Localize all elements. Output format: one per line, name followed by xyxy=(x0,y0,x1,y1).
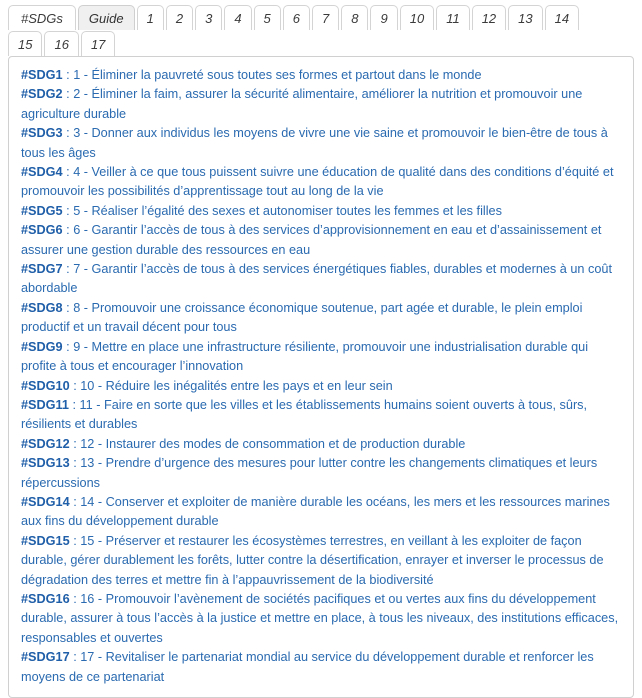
tab-label: 10 xyxy=(409,10,425,26)
tab-label: 2 xyxy=(175,10,184,26)
tab-9[interactable] xyxy=(370,5,397,30)
sdg-list-item xyxy=(21,260,621,299)
sdg-separator: : xyxy=(62,68,74,82)
sdg-description: 14 - Conserver et exploiter de manière durable les océans, les mers et les ressources marines aux fins du développement durable xyxy=(21,494,610,529)
sdg-list-item xyxy=(21,163,621,202)
tab-label: 7 xyxy=(322,10,330,26)
sdg-list-item xyxy=(21,338,621,377)
sdg-description: 17 - Revitaliser le partenariat mondial au service du développement durable et renforcer les moyens de ce partenariat xyxy=(21,650,594,684)
sdg-hashtag: #SDG13 xyxy=(21,456,70,471)
tab-8[interactable] xyxy=(341,5,368,30)
sdg-list-item xyxy=(21,532,621,590)
tab-label: 16 xyxy=(54,36,69,52)
sdg-hashtag: #SDG16 xyxy=(21,591,70,606)
sdg-separator: : xyxy=(69,591,81,606)
tab-label: 1 xyxy=(146,10,154,26)
tab-6[interactable] xyxy=(283,5,310,30)
sdg-list-item xyxy=(21,454,621,493)
sdg-description: 13 - Prendre d’urgence des mesures pour lutter contre les changements climatiques et leurs répercussions xyxy=(21,456,598,490)
tab-label: 5 xyxy=(263,10,271,26)
sdg-separator: : xyxy=(62,339,74,354)
sdg-hashtag: #SDG8 xyxy=(21,300,63,315)
sdg-description: 2 - Éliminer la faim, assurer la sécurité alimentaire, améliorer la nutrition et promouvoir une agriculture durable xyxy=(21,87,583,121)
sdg-separator: : xyxy=(69,456,81,471)
sdg-list-item xyxy=(21,590,621,648)
sdg-separator: : xyxy=(62,262,74,277)
sdg-list-item xyxy=(21,648,621,687)
tab-12[interactable] xyxy=(472,5,506,30)
sdg-hashtag: #SDG6 xyxy=(21,223,63,238)
sdg-separator: : xyxy=(62,300,74,315)
sdg-hashtag: #SDG14 xyxy=(21,494,70,509)
sdg-separator: : xyxy=(69,533,81,548)
sdg-list-item xyxy=(21,221,621,260)
sdg-list-item xyxy=(21,85,621,124)
sdg-description: 8 - Promouvoir une croissance économique soutenue, part agée et durable, le plein emploi productif et un travail décent pour tous xyxy=(21,300,583,335)
tab-label: #SDGs xyxy=(21,10,63,26)
sdg-description: 16 - Promouvoir l’avènement de sociétés pacifiques et ou vertes aux fins du développement durable, assurer à tous l’accès à la justice et mettre en place, à tous les niveaux, des institutions efficaces, responsables et ouvertes xyxy=(21,591,619,645)
sdg-description: 3 - Donner aux individus les moyens de vivre une vie saine et promouvoir le bien-être de tous à tous les âges xyxy=(21,126,608,160)
tab-guide[interactable] xyxy=(78,5,135,30)
sdg-separator: : xyxy=(69,378,81,393)
tab-label: 15 xyxy=(18,36,33,52)
tab-17[interactable] xyxy=(81,31,115,56)
sdg-description: 11 - Faire en sorte que les villes et les établissements humains soient ouverts à tous, sûrs, résilients et durables xyxy=(21,397,588,432)
tab-1[interactable] xyxy=(137,5,164,30)
tab-label: 12 xyxy=(481,10,497,26)
sdg-hashtag: #SDG9 xyxy=(21,339,63,354)
sdg-description: 15 - Préserver et restaurer les écosystèmes terrestres, en veillant à les exploiter de façon durable, gérer durablement les forêts, lutter contre la désertification, enrayer et inverser le processus de dégradation des terres et mettre fin à l’appauvrissement de la biodiversité xyxy=(21,533,604,587)
tab-strip xyxy=(0,0,642,56)
sdg-hashtag: #SDG15 xyxy=(21,533,70,548)
sdg-separator: : xyxy=(62,126,74,141)
tab-label: Guide xyxy=(88,10,124,26)
sdg-hashtag: #SDG10 xyxy=(21,378,70,393)
sdg-description: 12 - Instaurer des modes de consommation et de production durable xyxy=(80,436,466,451)
sdg-hashtag: #SDG5 xyxy=(21,203,63,218)
sdg-description: 1 - Éliminer la pauvreté sous toutes ses formes et partout dans le monde xyxy=(73,68,482,82)
tab-3[interactable] xyxy=(195,5,222,30)
tab-label: 8 xyxy=(351,10,359,26)
sdg-list-item xyxy=(21,493,621,532)
sdg-list-item xyxy=(21,202,621,221)
sdg-description: 7 - Garantir l’accès de tous à des services énergétiques fiables, durables et modernes à un coût abordable xyxy=(21,262,612,296)
sdg-separator: : xyxy=(68,397,80,412)
sdg-goal-list xyxy=(21,66,621,687)
sdg-description: 5 - Réaliser l’égalité des sexes et autonomiser toutes les femmes et les filles xyxy=(73,203,502,218)
tab-10[interactable] xyxy=(400,5,434,30)
guide-content-panel xyxy=(8,56,634,698)
sdg-list-item xyxy=(21,124,621,163)
tab-11[interactable] xyxy=(436,5,470,30)
sdg-description: 6 - Garantir l’accès de tous à des services d’approvisionnement en eau et d’assainissement et assurer une gestion durable des ressources en eau xyxy=(21,223,602,257)
tab-label: 14 xyxy=(554,10,570,26)
tab-2[interactable] xyxy=(166,5,193,30)
tab-14[interactable] xyxy=(545,5,579,30)
sdg-hashtag: #SDG7 xyxy=(21,262,63,277)
sdg-hashtag: #SDG3 xyxy=(21,126,63,141)
sdg-list-item xyxy=(21,299,621,338)
tab-16[interactable] xyxy=(44,31,78,56)
sdg-separator: : xyxy=(62,223,74,238)
sdg-list-item xyxy=(21,396,621,435)
sdg-hashtag: #SDG11 xyxy=(21,397,69,412)
sdg-description: 10 - Réduire les inégalités entre les pays et en leur sein xyxy=(80,378,393,393)
tab-label: 9 xyxy=(380,10,388,26)
sdg-hashtag: #SDG12 xyxy=(21,436,70,451)
sdg-separator: : xyxy=(62,87,74,102)
sdg-hashtag: #SDG4 xyxy=(21,165,63,180)
tab-label: 4 xyxy=(234,10,242,26)
sdg-hashtag: #SDG1 xyxy=(21,68,63,82)
tab-5[interactable] xyxy=(254,5,281,30)
tab-13[interactable] xyxy=(508,5,542,30)
tab-sdgs[interactable] xyxy=(8,5,76,30)
sdg-hashtag: #SDG17 xyxy=(21,650,70,665)
tab-label: 17 xyxy=(90,36,106,52)
sdg-description: 4 - Veiller à ce que tous puissent suivre une éducation de qualité dans des conditions d’équité et promouvoir les possibilités d’apprentissage tout au long de la vie xyxy=(21,165,614,199)
sdg-separator: : xyxy=(69,436,81,451)
tab-label: 6 xyxy=(292,10,301,26)
tab-15[interactable] xyxy=(8,31,42,56)
sdg-list-item xyxy=(21,435,621,454)
tab-4[interactable] xyxy=(224,5,251,30)
tab-label: 11 xyxy=(446,10,460,26)
tab-label: 3 xyxy=(205,10,213,26)
sdg-description: 9 - Mettre en place une infrastructure résiliente, promouvoir une industrialisation durable qui profite à tous et encourager l’innovation xyxy=(21,339,589,374)
sdg-hashtag: #SDG2 xyxy=(21,87,63,102)
tab-label: 13 xyxy=(518,10,533,26)
sdg-separator: : xyxy=(62,165,74,180)
sdg-separator: : xyxy=(69,650,81,665)
sdg-list-item xyxy=(21,377,621,396)
sdg-list-item xyxy=(21,66,621,85)
sdg-separator: : xyxy=(62,203,74,218)
sdg-separator: : xyxy=(69,494,81,509)
tab-7[interactable] xyxy=(312,5,339,30)
